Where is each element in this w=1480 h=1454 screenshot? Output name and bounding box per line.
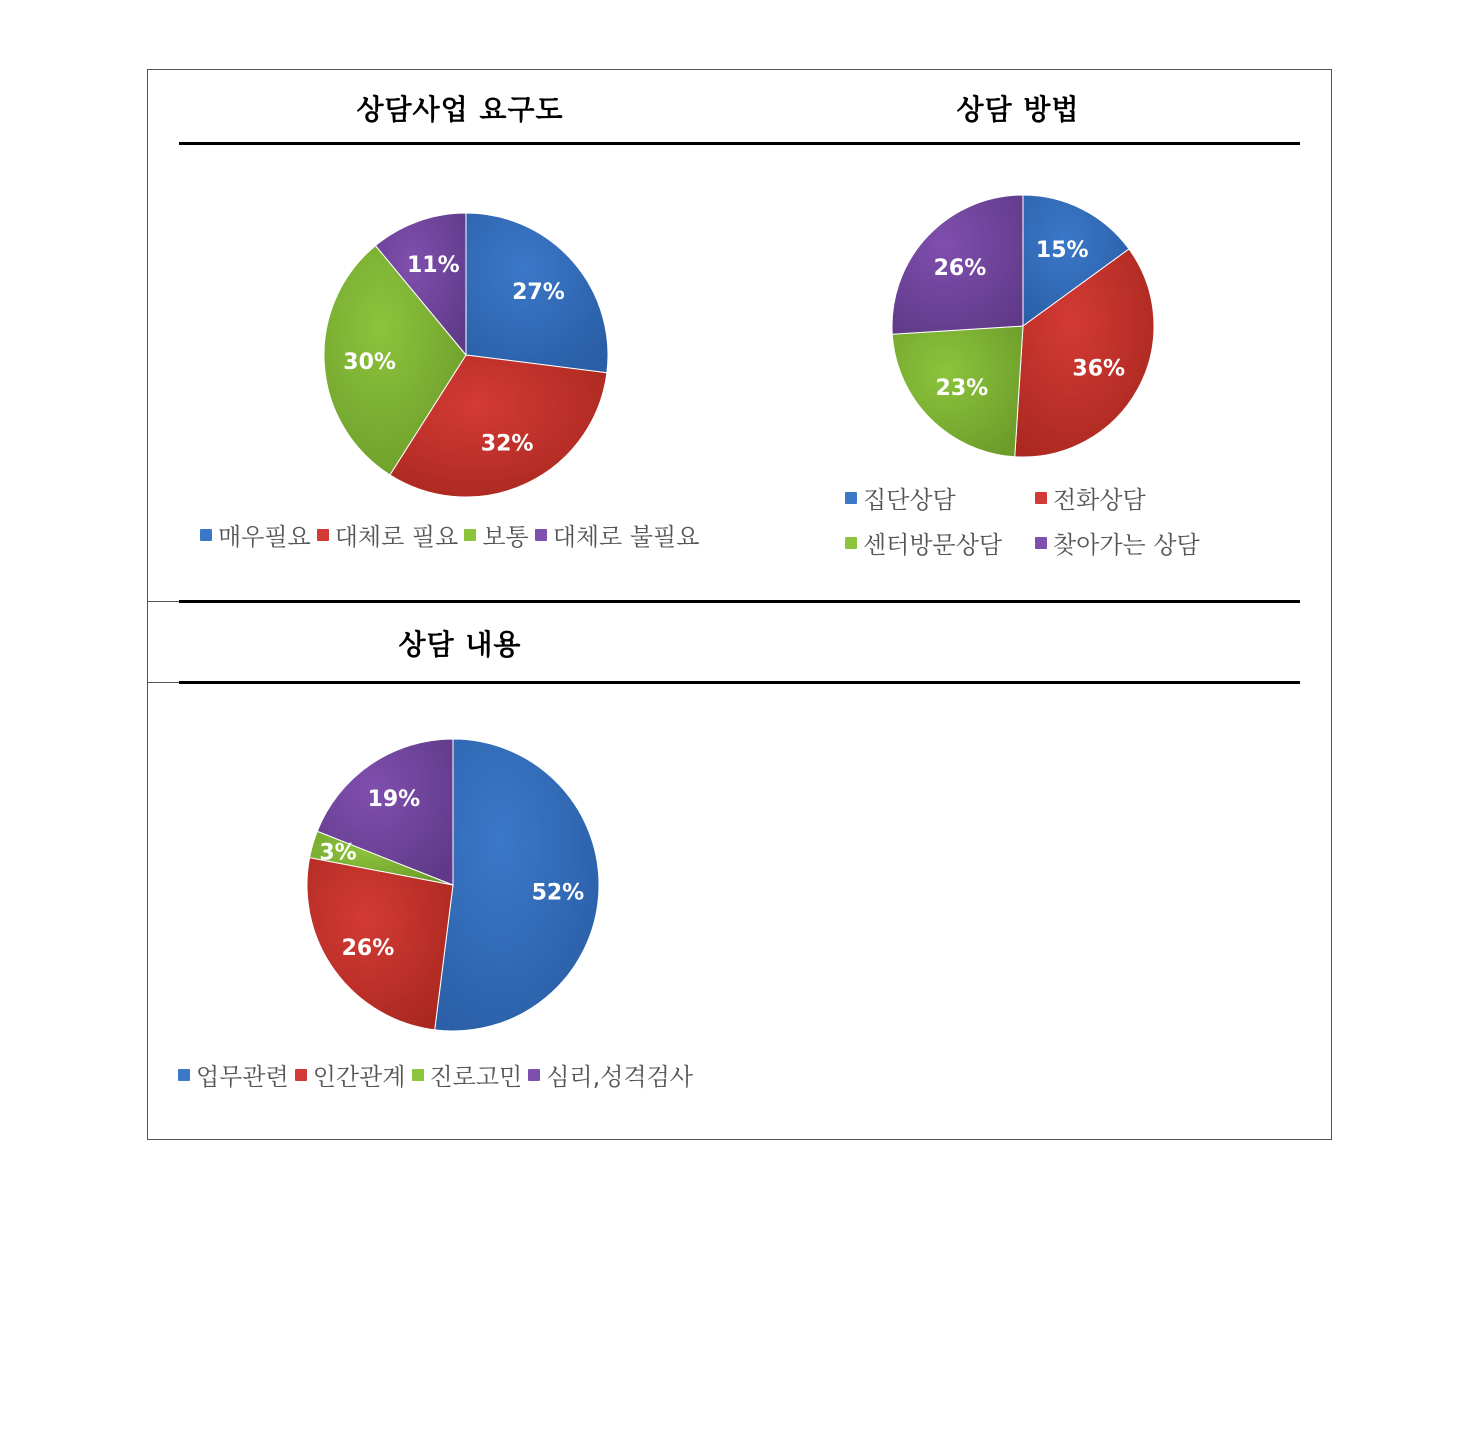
legend-label: 센터방문상담 (863, 531, 1003, 559)
legend-label: 인간관계 (312, 1063, 406, 1091)
legend-label: 매우필요 (218, 523, 311, 551)
data-label-1-2: 23% (935, 376, 989, 402)
legend-item-0-2 (464, 517, 528, 552)
data-label-0-2: 30% (343, 350, 396, 376)
legend-demand (200, 517, 705, 552)
legend-item-2-1 (295, 1057, 406, 1092)
data-label-0-1: 32% (480, 431, 534, 457)
legend-item-2-2 (412, 1057, 523, 1092)
legend-swatch (1035, 492, 1047, 504)
data-label-0-3: 11% (406, 253, 460, 279)
data-label-2-0: 52% (531, 880, 585, 906)
chart-title-content: 상담 내용 (398, 628, 522, 661)
legend-content (178, 1057, 699, 1092)
legend-item-0-0 (200, 517, 311, 552)
legend-label: 진로고민 (429, 1063, 523, 1091)
legend-swatch (317, 529, 329, 541)
legend-item-0-1 (317, 517, 459, 552)
pie-1 (892, 195, 1154, 457)
legend-swatch (412, 1069, 424, 1081)
legend-item-1-2 (845, 525, 1029, 560)
legend-item-0-3 (535, 517, 700, 552)
legend-label: 보통 (482, 523, 529, 551)
legend-item-1-1 (1035, 480, 1200, 515)
legend-swatch (535, 529, 547, 541)
legend-method (845, 480, 1206, 560)
pie-0 (324, 213, 608, 497)
data-label-0-0: 27% (512, 280, 565, 306)
legend-swatch (845, 492, 857, 504)
legend-swatch (528, 1069, 540, 1081)
chart-title-method: 상담 방법 (956, 93, 1080, 126)
legend-item-1-0 (845, 480, 1029, 515)
legend-label: 집단상담 (863, 486, 956, 514)
legend-swatch (295, 1069, 307, 1081)
chart-title-demand: 상담사업 요구도 (356, 93, 564, 126)
legend-item-1-3 (1035, 525, 1200, 560)
legend-swatch (845, 537, 857, 549)
legend-swatch (1035, 537, 1047, 549)
data-label-2-1: 26% (341, 935, 395, 961)
pie-2 (307, 739, 599, 1031)
legend-swatch (200, 529, 212, 541)
legend-swatch (464, 529, 476, 541)
legend-item-2-0 (178, 1057, 289, 1092)
legend-label: 심리,성격검사 (546, 1063, 693, 1091)
legend-label: 업무관련 (196, 1063, 289, 1091)
legend-label: 대체로 필요 (334, 523, 459, 551)
data-label-1-3: 26% (933, 255, 987, 281)
data-label-2-3: 19% (367, 787, 421, 813)
legend-label: 전화상담 (1053, 486, 1146, 514)
data-label-2-2: 3% (319, 840, 357, 866)
data-label-1-1: 36% (1072, 356, 1126, 382)
data-label-1-0: 15% (1035, 237, 1089, 263)
legend-label: 찾아가는 상담 (1053, 531, 1200, 559)
legend-swatch (178, 1069, 190, 1081)
legend-item-2-3 (528, 1057, 693, 1092)
legend-label: 대체로 불필요 (552, 523, 700, 551)
